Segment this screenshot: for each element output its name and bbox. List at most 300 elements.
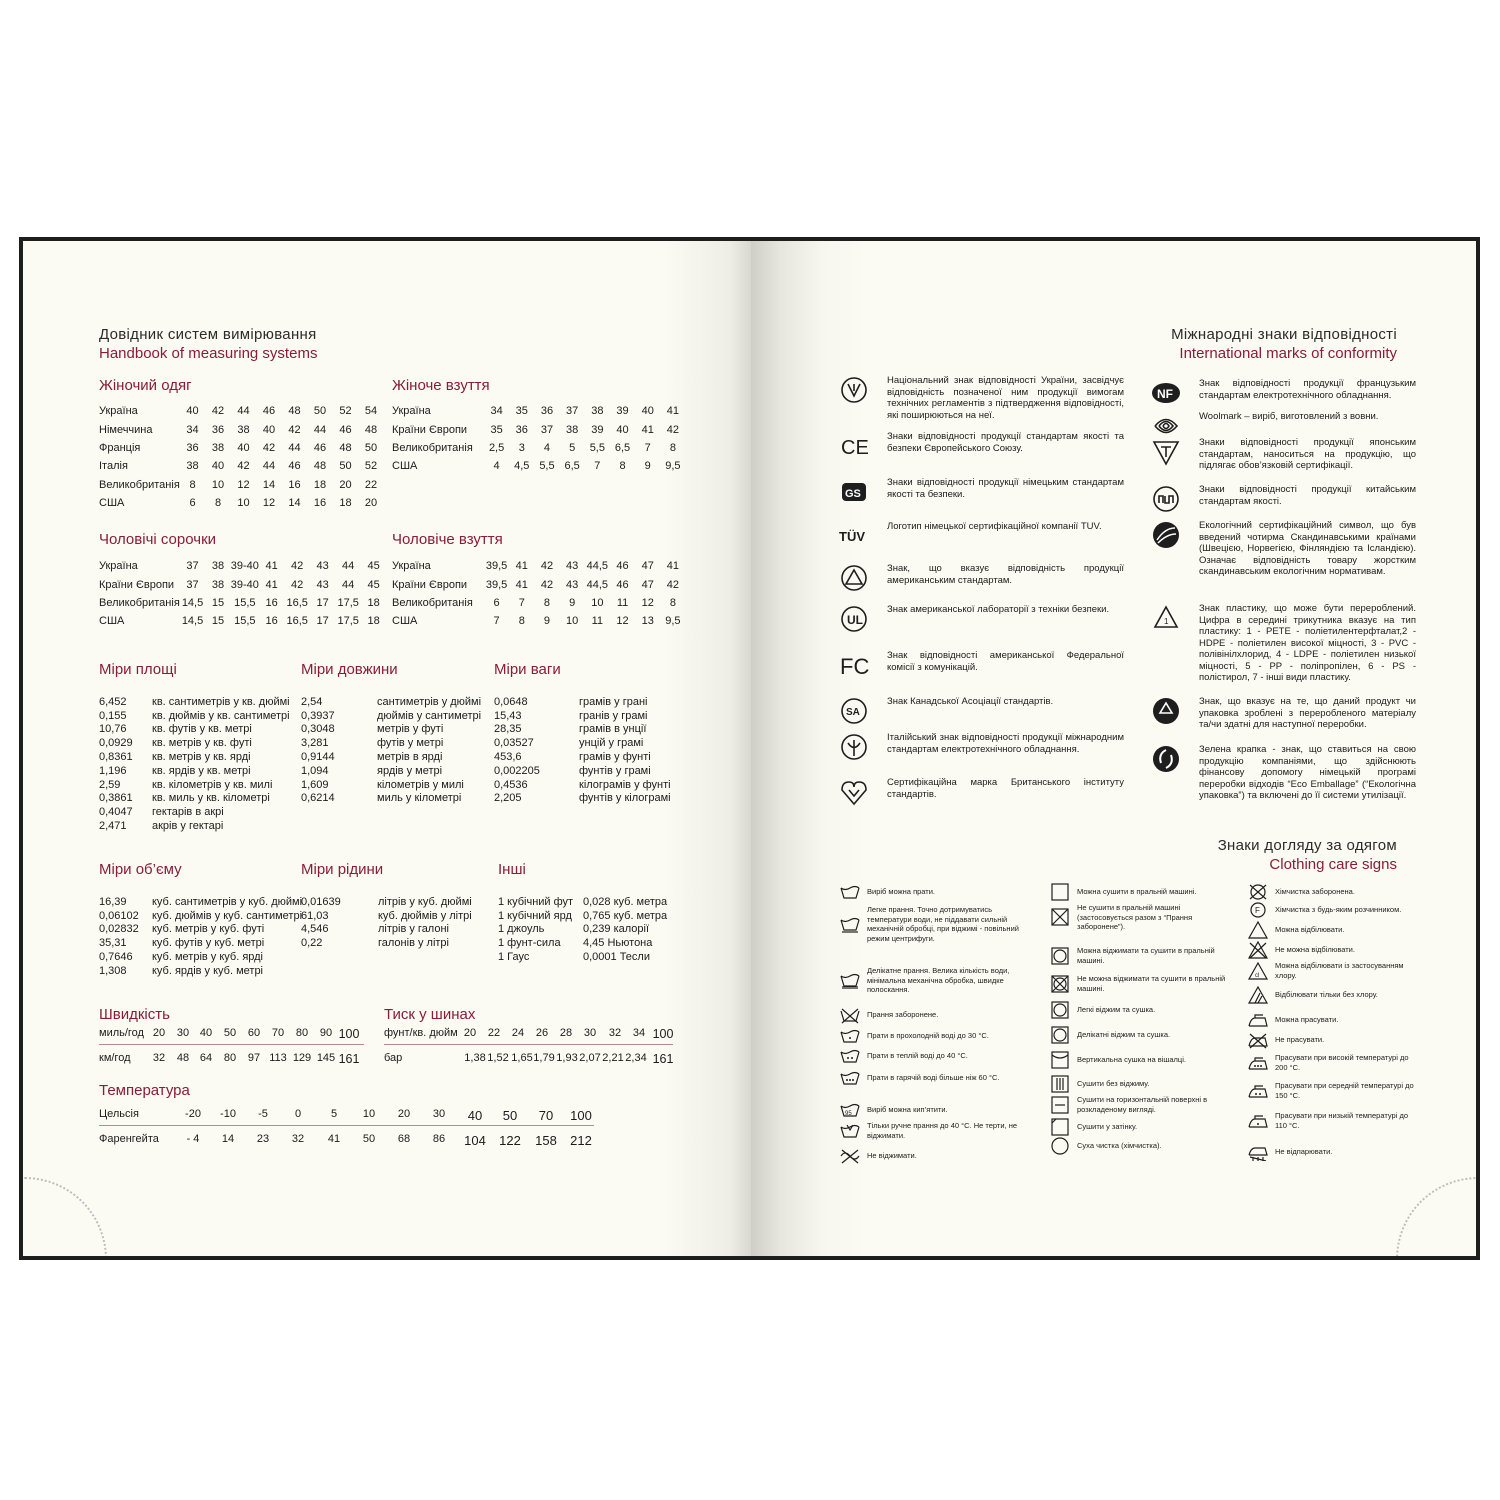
care-description: Прасувати при середній температурі до 150 °С. (1275, 1081, 1414, 1100)
list-unit: футів у метрі (377, 737, 444, 750)
value-cell: 122 (499, 1133, 521, 1148)
list-row (494, 695, 671, 709)
other-title: Інші (498, 861, 526, 878)
size-cell: 52 (339, 405, 352, 418)
size-cell: 52 (364, 460, 378, 473)
value-cell: 161 (338, 1052, 360, 1066)
size-cell: 39,5 (485, 560, 508, 573)
list-unit: кв. миль у кв. кілометрі (152, 792, 270, 805)
care-item (839, 1006, 1019, 1024)
length-table (301, 695, 481, 805)
size-cell: 15,5 (234, 596, 256, 609)
table-row (392, 402, 686, 420)
svg-text:UL: UL (847, 613, 863, 627)
size-cell: 5,5 (589, 441, 605, 454)
mark-item (1151, 520, 1416, 578)
care-description: Можна віджимати та сушити в пральній машині. (1077, 946, 1215, 965)
care-description: Делікатне прання. Велика кількість води, мінімальна механічна обробка, швидке полоскання. (867, 966, 1010, 994)
list-row (99, 709, 290, 723)
size-cell: 8 (619, 460, 626, 473)
wash-40-icon (839, 1047, 861, 1065)
table-row (99, 439, 384, 457)
drip-dry-icon (1049, 1075, 1071, 1093)
care-description: Відбілювати тільки без хлору. (1275, 990, 1378, 1000)
wash-60-icon (839, 1069, 861, 1087)
care-item (1247, 901, 1417, 919)
size-cell: 8 (214, 497, 222, 510)
list-value: 61,03 (301, 909, 329, 922)
size-cell: 37 (540, 423, 554, 436)
size-cell: 5,5 (539, 460, 555, 473)
size-cell: 39,5 (485, 578, 508, 591)
list-unit: літрів у куб. дюймі (378, 895, 472, 908)
no-dry-clean-icon (1247, 883, 1269, 901)
list-unit: галонів у літрі (378, 937, 449, 950)
size-cell: 12 (616, 615, 629, 628)
size-cell: 47 (641, 560, 654, 573)
list-value: 2,59 (99, 778, 121, 791)
size-cell: 6 (493, 596, 500, 609)
mark-description: Знак, що вказує на те, що даний продукт чи упаковка зроблені з переробленого матеріалу та/чи здатні для наступної переробки. (1199, 696, 1416, 730)
imq-icon (839, 732, 869, 762)
value-cell: 10 (362, 1108, 376, 1120)
list-row (301, 923, 472, 937)
size-cell: 11 (616, 596, 629, 609)
row-label: Великобританія (392, 441, 473, 454)
list-row (498, 909, 667, 923)
row-label: США (392, 615, 418, 628)
size-cell: 42 (540, 560, 554, 573)
value-cell: 145 (316, 1052, 336, 1064)
size-cell: 44 (288, 441, 301, 454)
size-cell: 14,5 (181, 615, 204, 628)
value-cell: 26 (535, 1027, 549, 1039)
row-label: Італія (99, 460, 128, 473)
care-description: Не відпарювати. (1275, 1147, 1333, 1157)
list-row (99, 778, 290, 792)
care-item (1247, 941, 1417, 959)
temperature-divider (99, 1125, 594, 1126)
speed-divider (99, 1044, 364, 1045)
speed-title: Швидкість (99, 1006, 170, 1023)
list-row (301, 909, 472, 923)
care-item (1247, 883, 1417, 901)
table-row (99, 402, 384, 420)
care-description: Не сушити в пральній машині (застосовується разом з “Прання заборонене”). (1077, 903, 1193, 931)
wash-30-icon (839, 1027, 861, 1045)
value-cell: 30 (176, 1027, 190, 1039)
mark-description: Woolmark – виріб, виготовлений з вовни. (1199, 411, 1379, 422)
size-cell: 40 (616, 423, 629, 436)
list-row (99, 736, 290, 750)
size-cell: 6 (189, 497, 196, 510)
size-cell: 36 (540, 405, 554, 418)
care-item (839, 1121, 1019, 1140)
marks-subtitle: International marks of conformity (1179, 345, 1397, 362)
value-cell: 100 (338, 1027, 360, 1041)
size-cell: 41 (641, 423, 654, 436)
women-shoes-table (392, 402, 686, 476)
care-description: Прати в гарячій воді більше ніж 60 °С. (867, 1073, 1000, 1083)
list-unit: 0,239 калорії (583, 923, 650, 936)
list-value: 1 Гаус (498, 951, 530, 964)
list-value: 0,3048 (301, 723, 335, 736)
iron-high-icon (1247, 1054, 1269, 1072)
mark-description: Логотип німецької сертифікаційної компанії TUV. (887, 521, 1102, 532)
care-description: Тільки ручне прання до 40 °С. Не терти, не віджимати. (867, 1121, 1018, 1140)
mark-description: Екологічний сертифікаційний символ, що був введений чотирма Скандинавськими країнами (Швецією, Норвегією, Фінляндією та Ісландією). Означає відповідність товару жорстким скандинавським екологічним нормативам. (1199, 520, 1416, 577)
size-cell: 8 (189, 478, 196, 491)
list-unit: кв. метрів у кв. футі (152, 737, 252, 750)
mark-item (1151, 696, 1416, 731)
tire-title: Тиск у шинах (384, 1006, 476, 1023)
list-unit: кілограмів у фунті (579, 778, 671, 791)
size-cell: 18 (367, 596, 380, 609)
size-cell: 42 (288, 423, 301, 436)
list-row (494, 778, 671, 792)
triangle-circle-icon (839, 563, 869, 593)
list-row (99, 764, 290, 778)
value-cell: 97 (247, 1052, 261, 1064)
size-cell: 46 (262, 405, 276, 418)
size-cell: 7 (518, 596, 525, 609)
value-cell: 100 (652, 1027, 674, 1041)
care-description: Делікатні віджим та сушка. (1077, 1030, 1171, 1040)
list-unit: кв. ярдів у кв. метрі (152, 764, 251, 777)
gentle-wash-icon (839, 915, 861, 933)
value-cell: 32 (291, 1133, 305, 1145)
tire-bar-label: бар (384, 1052, 403, 1064)
size-cell: 17 (316, 596, 329, 609)
mark-item (839, 375, 1124, 421)
spin-dry-icon (1049, 947, 1071, 965)
size-cell: 4,5 (514, 460, 530, 473)
value-cell: 70 (538, 1108, 554, 1123)
size-cell: 44 (342, 560, 355, 573)
care-description: Не можна віджимати та сушити в пральній машині. (1077, 974, 1226, 993)
size-cell: 8 (543, 596, 551, 609)
size-cell: 37 (186, 578, 199, 591)
size-cell: 42 (666, 423, 680, 436)
list-unit: ярдів у метрі (377, 764, 443, 777)
size-cell: 39 (616, 405, 629, 418)
mark-item (1151, 484, 1416, 514)
care-description: Хімчистка з будь-яким розчинником. (1275, 905, 1402, 915)
hand-wash-icon (839, 1122, 861, 1140)
list-unit: метрів в ярді (377, 751, 443, 764)
value-cell: 86 (432, 1133, 446, 1145)
table-row (99, 594, 386, 612)
value-cell: 212 (570, 1133, 592, 1148)
value-cell: 1,79 (533, 1052, 555, 1064)
nf-icon (1151, 378, 1181, 408)
temperature-title: Температура (99, 1082, 190, 1099)
value-cell: 1,38 (464, 1052, 486, 1064)
size-cell: 38 (237, 423, 250, 436)
size-cell: 44 (262, 460, 276, 473)
list-value: 0,22 (301, 937, 323, 950)
list-unit: куб. дюймів у літрі (378, 909, 472, 922)
size-cell: 39-40 (230, 578, 259, 591)
care-description: Сушити у затінку. (1077, 1122, 1138, 1132)
table-row (392, 612, 686, 630)
list-row (494, 736, 671, 750)
care-item (1247, 1081, 1417, 1100)
list-unit: кв. дюймів у кв. сантиметрі (152, 709, 290, 722)
size-cell: 2,5 (488, 441, 505, 454)
size-cell: 15,5 (234, 615, 256, 628)
size-cell: 38 (211, 560, 225, 573)
value-cell: 2,21 (602, 1052, 624, 1064)
mark-item (839, 732, 1124, 762)
no-bleach-icon (1247, 941, 1269, 959)
list-value: 0,3861 (99, 792, 133, 805)
care-subtitle: Clothing care signs (1269, 856, 1397, 873)
table-row (99, 476, 384, 494)
list-row (301, 695, 481, 709)
care-item (839, 1027, 1019, 1045)
size-cell: 40 (262, 423, 276, 436)
size-cell: 8 (669, 441, 676, 454)
table-row (392, 457, 686, 475)
value-cell: 90 (319, 1027, 333, 1039)
svg-text:CE: CE (841, 437, 869, 459)
size-cell: 4 (543, 441, 551, 454)
speed-mph-label: миль/год (99, 1027, 144, 1039)
mark-description: Італійський знак відповідності продукції міжнародним стандартам електротехнічного обладнання. (887, 732, 1124, 755)
japan-t-icon (1151, 437, 1181, 467)
list-value: 0,7646 (99, 951, 133, 964)
hang-dry-icon (1049, 1051, 1071, 1069)
care-description: Сушити без віджиму. (1077, 1079, 1150, 1089)
liquid-table (301, 895, 472, 950)
list-value: 0,01639 (301, 895, 341, 908)
care-description: Суха чистка (хімчистка). (1077, 1141, 1162, 1151)
marks-title: Міжнародні знаки відповідності (1171, 326, 1397, 343)
list-value: 1 кубічний фут (498, 895, 574, 908)
care-item (839, 1147, 1019, 1165)
list-unit: унцій у грамі (579, 737, 644, 750)
size-cell: 18 (313, 478, 327, 491)
care-item (1247, 961, 1417, 980)
list-unit: акрів у гектарі (152, 820, 224, 833)
size-cell: 5 (569, 441, 576, 454)
value-cell: 2,07 (579, 1052, 601, 1064)
size-cell: 4 (493, 460, 500, 473)
list-row (498, 936, 667, 950)
care-description: Не можна відбілювати. (1275, 945, 1355, 955)
table-row (99, 575, 386, 593)
care-item (839, 905, 1019, 943)
list-value: 1,094 (301, 764, 329, 777)
size-cell: 48 (364, 423, 378, 436)
svg-text:NF: NF (1157, 387, 1173, 401)
mark-description: Знак американської лабораторії з техніки безпеки. (887, 604, 1110, 615)
value-cell: 1,65 (511, 1052, 533, 1064)
care-description: Виріб можна кип’ятити. (867, 1105, 948, 1115)
size-cell: 42 (291, 560, 304, 573)
value-cell: - 4 (186, 1133, 200, 1145)
size-cell: 42 (666, 578, 680, 591)
care-item (1049, 883, 1227, 901)
value-cell: 20 (397, 1108, 411, 1120)
mark-description: Знаки відповідності продукції німецьким стандартам якості та безпеки. (887, 477, 1124, 500)
size-cell: 45 (367, 578, 380, 591)
size-cell: 7 (644, 441, 651, 454)
list-row (301, 936, 472, 950)
list-value: 453,6 (494, 751, 522, 764)
list-unit: дюймів у сантиметрі (377, 709, 482, 722)
women-clothing-title: Жіночий одяг (99, 377, 192, 394)
list-value: 0,02832 (99, 923, 139, 936)
delicate-spin-icon (1049, 1026, 1071, 1044)
svg-text:F: F (1255, 906, 1260, 915)
mark-item (839, 431, 1124, 461)
care-item (1247, 1111, 1417, 1130)
size-cell: 18 (367, 615, 380, 628)
mark-description: Знак відповідності продукції французьким стандартам електротехнічного обладнання. (1199, 378, 1416, 401)
size-cell: 44,5 (586, 560, 609, 573)
list-value: 0,155 (99, 709, 127, 722)
size-cell: 16 (288, 478, 301, 491)
size-cell: 20 (339, 478, 352, 491)
list-unit: куб. метрів у куб. футі (152, 923, 265, 936)
row-label: Україна (392, 405, 431, 418)
care-item (839, 1069, 1019, 1087)
size-cell: 9,5 (665, 460, 681, 473)
care-description: Вертикальна сушка на вішалці. (1077, 1055, 1186, 1065)
list-row (99, 750, 290, 764)
size-cell: 42 (540, 578, 554, 591)
list-row (99, 695, 290, 709)
size-cell: 50 (339, 460, 352, 473)
care-description: Прасувати при низькій температурі до 110 °С. (1275, 1111, 1408, 1130)
svg-text:TÜV: TÜV (839, 529, 865, 544)
list-unit: грамів у фунті (579, 751, 651, 764)
recycle-triangle-icon (1151, 603, 1181, 633)
mark-item (839, 650, 1124, 680)
list-row (494, 723, 671, 737)
iron-icon (1247, 1011, 1269, 1029)
mark-item (1151, 437, 1416, 472)
list-unit: літрів у галоні (378, 923, 449, 936)
size-cell: 42 (237, 460, 250, 473)
weight-title: Міри ваги (494, 661, 561, 678)
svg-text:cl: cl (1255, 972, 1260, 979)
list-row (494, 750, 671, 764)
value-cell: 64 (199, 1052, 213, 1064)
size-cell: 10 (237, 497, 250, 510)
list-row (494, 709, 671, 723)
mark-description: Знаки відповідності продукції стандартам якості та безпеки Європейського Союзу. (887, 431, 1124, 454)
volume-title: Міри об’єму (99, 861, 182, 878)
row-label: Країни Європи (99, 578, 175, 591)
area-title: Міри площі (99, 661, 177, 678)
size-cell: 44 (237, 405, 250, 418)
size-cell: 42 (211, 405, 225, 418)
size-cell: 12 (262, 497, 276, 510)
care-description: Легкі віджим та сушка. (1077, 1005, 1156, 1015)
corner-dotted-arc (23, 1177, 107, 1256)
no-spin-dry-icon (1049, 975, 1071, 993)
bleach-cl-icon (1247, 962, 1269, 980)
men-shoes-table (392, 557, 686, 631)
size-cell: 46 (339, 423, 352, 436)
mark-description: Національний знак відповідності України, засвідчує відповідність позначеної ним продукції вимогам технічних регламентів з підтвердження відповідності, які поширюються на неї. (887, 375, 1124, 421)
list-row (99, 819, 290, 833)
list-row (301, 723, 481, 737)
list-unit: кв. футів у кв. метрі (152, 723, 252, 736)
size-cell: 15 (211, 615, 225, 628)
value-cell: 50 (502, 1108, 518, 1123)
ukraine-conformity-icon (839, 375, 869, 405)
size-cell: 46 (313, 441, 327, 454)
mark-description: Знак відповідності американської Федеральної комісії з комунікацій. (887, 650, 1124, 673)
mark-description: Знак пластику, що може бути перероблений. Цифра в середині трикутника вказує на тип пластику: 1 - PETE - поліетилентерфталат,2 - HDPE - поліетилен високої міцності, 3 - PVC - полівінілхлорид, 4 - LDPE - поліетилен низької міцності, 5 - PP - поліпропілен, 6 - PS - полістирол, 7 - інші види пластику. (1199, 603, 1416, 683)
value-cell: 50 (223, 1027, 237, 1039)
list-value: 1,308 (99, 964, 127, 977)
list-value: 4,546 (301, 923, 329, 936)
care-description: Хімчистка заборонена. (1275, 887, 1355, 897)
row-label: Країни Європи (392, 578, 468, 591)
list-unit: кілометрів у милі (377, 778, 464, 791)
care-item (1247, 1143, 1417, 1161)
delicate-wash-icon (839, 971, 861, 989)
list-row (301, 709, 481, 723)
table-row (99, 420, 384, 438)
value-cell: 23 (256, 1133, 270, 1145)
list-unit: кв. сантиметрів у кв. дюймі (152, 695, 290, 708)
tumble-dry-icon (1049, 883, 1071, 901)
value-cell: 34 (632, 1027, 646, 1039)
size-cell: 35 (515, 405, 528, 418)
svg-text:FC: FC (840, 654, 869, 679)
list-row (301, 895, 472, 909)
care-item (1247, 986, 1417, 1004)
svg-text:GS: GS (845, 488, 861, 500)
left-page (23, 241, 751, 1256)
row-label: США (392, 460, 418, 473)
right-page (751, 241, 1476, 1256)
list-unit: 0,765 куб. метра (583, 909, 668, 922)
list-unit: кв. метрів у кв. ярді (152, 751, 251, 764)
dry-clean-f-icon (1247, 901, 1269, 919)
list-value: 0,3937 (301, 709, 335, 722)
no-steam-icon (1247, 1143, 1269, 1161)
value-cell: -20 (185, 1108, 201, 1120)
list-value: 28,35 (494, 723, 522, 736)
size-cell: 18 (339, 497, 352, 510)
size-cell: 17 (316, 615, 329, 628)
size-cell: 40 (211, 460, 225, 473)
table-row (392, 420, 686, 438)
ul-icon (839, 604, 869, 634)
care-item (839, 1047, 1019, 1065)
list-value: 0,03527 (494, 737, 534, 750)
light-spin-icon (1049, 1001, 1071, 1019)
value-cell: 129 (292, 1052, 312, 1064)
size-cell: 9 (644, 460, 651, 473)
list-value: 0,4536 (494, 778, 528, 791)
size-cell: 44 (313, 423, 327, 436)
size-cell: 12 (641, 596, 654, 609)
list-unit: кв. кілометрів у кв. милі (152, 778, 273, 791)
list-value: 3,281 (301, 737, 329, 750)
mark-description: Зелена крапка - знак, що ставиться на свою продукцію компаніями, що здійснюють фінансову допомогу німецькій програмі переробки відходів “Eco Emballage” (“Екологічна упаковка”) та включені до її системи утилізації. (1199, 744, 1416, 801)
list-value: 0,0648 (494, 695, 528, 708)
list-value: 2,54 (301, 695, 323, 708)
mark-item (1151, 744, 1416, 802)
